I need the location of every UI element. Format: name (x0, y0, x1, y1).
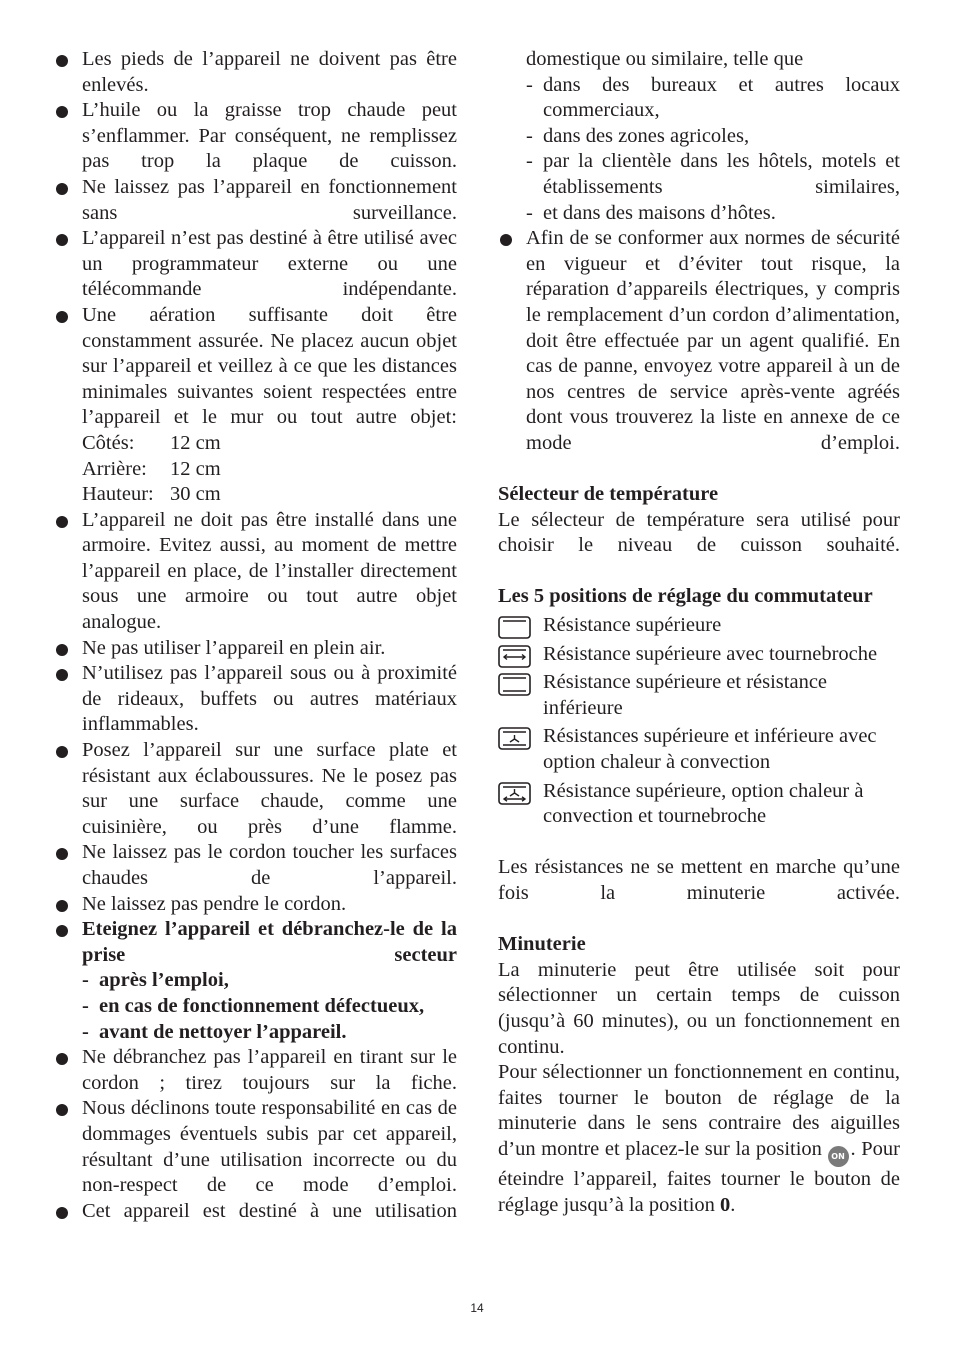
modes-heading: Les 5 positions de réglage du commutateur (498, 585, 873, 608)
safety-bullet: Ne débranchez pas l’appareil en tirant sur le cordon ; tirez toujours sur la fiche. (54, 1045, 457, 1096)
temperature-heading: Sélecteur de température (498, 483, 719, 506)
continued-text: domestique ou similaire, telle que (526, 48, 804, 70)
use-list-item: - dans des zones agricoles, (526, 124, 750, 147)
bullet-icon (56, 1104, 68, 1116)
bullet-icon (56, 1207, 68, 1219)
timer-paragraph: La minuterie peut être utilisée soit pour sélectionner un certain temps de cuisson (jusqu’à 60 minutes), ou un fonctionnement en continu. (498, 958, 900, 1058)
distance-row: Arrière: 12 cm (82, 457, 221, 480)
safety-bullet: Afin de se conformer aux normes de sécurité en vigueur et d’éviter tout risque, la réparation d’appareils électriques, y compris le remplacement d’un cordon d’alimentation, doit être effectuée par un agent qualifié. En cas de panne, envoyez votre appareil à un de nos centres de service après-vente agréés dont vous trouverez la liste en annexe de ce mode d’emploi. (498, 226, 900, 456)
mode-item: Résistance supérieure et résistance inférieure (498, 670, 900, 721)
unplug-bullet: Eteignez l’appareil et débranchez-le de la prise secteur (54, 917, 457, 968)
mode-item: Résistance supérieure, option chaleur à convection et tournebroche (498, 779, 900, 830)
temperature-text: Le sélecteur de température sera utilisé pour choisir le niveau de cuisson souhaité. (498, 508, 900, 557)
timer-heading: Minuterie (498, 933, 586, 956)
mode-item: Résistance supérieure avec tournebroche (498, 642, 900, 668)
bullet-icon (56, 55, 68, 67)
bullet-icon (56, 644, 68, 656)
mode-item: Résistance supérieure (498, 613, 900, 639)
safety-bullet: Une aération suffisante doit être constamment assurée. Ne placez aucun objet sur l’appareil et veillez à ce que les distances minimales suivantes soient respectées entre l’appareil et le mur ou tout autre objet: (54, 303, 457, 431)
elements-note: Les résistances ne se mettent en marche qu’une fois la minuterie activée. (498, 856, 900, 904)
safety-bullet: Ne laissez pas le cordon toucher les surfaces chaudes de l’appareil. (54, 840, 457, 891)
unplug-sub-item: - avant de nettoyer l’appareil. (82, 1020, 347, 1043)
safety-bullet: L’appareil n’est pas destiné à être utilisé avec un programmateur externe ou une télécommande indépendante. (54, 226, 457, 303)
page-number: 14 (470, 1301, 484, 1315)
bullet-icon (56, 106, 68, 118)
bullet-icon (56, 925, 68, 937)
safety-bullet: Posez l’appareil sur une surface plate et résistant aux éclaboussures. Ne le posez pas sur une surface chaude, comme une cuisinière, ou près d’une flamme. (54, 738, 457, 840)
distance-row: Côtés: 12 cm (82, 431, 221, 454)
bullet-icon (56, 848, 68, 860)
bullet-icon (56, 746, 68, 758)
safety-bullet: Ne laissez pas l’appareil en fonctionnement sans surveillance. (54, 175, 457, 226)
mode-item: Résistances supérieure et inférieure avec option chaleur à convection (498, 724, 900, 775)
safety-bullet: Cet appareil est destiné à une utilisation (54, 1199, 457, 1225)
use-list-item: - et dans des maisons d’hôtes. (526, 201, 776, 224)
bullet-icon (56, 183, 68, 195)
top-bottom-element-icon (498, 673, 531, 696)
left-column (54, 47, 457, 1224)
safety-bullet: Nous déclinons toute responsabilité en cas de dommages éventuels subis par cet appareil, résultant d’une utilisation incorrecte ou du non-respect de ce mode d’emploi. (54, 1096, 457, 1198)
use-list-item: - dans des bureaux et autres locaux commerciaux, (526, 73, 900, 122)
safety-bullet: L’appareil ne doit pas être installé dans une armoire. Evitez aussi, au moment de mettre l’appareil en place, de l’installer directement sous une armoire ou tout autre objet analogue. (54, 508, 457, 636)
safety-bullet: Ne laissez pas pendre le cordon. (54, 892, 457, 918)
convection-rotisserie-icon (498, 782, 531, 805)
bullet-icon (56, 516, 68, 528)
bullet-icon (56, 311, 68, 323)
bullet-icon (56, 234, 68, 246)
top-element-rotisserie-icon (498, 645, 531, 668)
unplug-sub-item: - après l’emploi, (82, 969, 229, 992)
convection-icon (498, 727, 531, 750)
bullet-icon (500, 234, 512, 246)
safety-bullet: Les pieds de l’appareil ne doivent pas être enlevés. (54, 47, 457, 98)
safety-bullet: N’utilisez pas l’appareil sous ou à proximité de rideaux, buffets ou autres matériaux inflammables. (54, 661, 457, 738)
top-element-icon (498, 616, 531, 639)
right-column (498, 47, 900, 1218)
on-position-icon: ON (828, 1146, 849, 1167)
bullet-icon (56, 1053, 68, 1065)
distance-row: Hauteur: 30 cm (82, 483, 221, 506)
use-list-item: - par la clientèle dans les hôtels, motels et établissements similaires, (526, 150, 900, 198)
timer-paragraph: Pour sélectionner un fonctionnement en continu, faites tourner le bouton de réglage de la minuterie dans le sens contraire des aiguilles d’un montre et placez-le sur la position ON . Pour éteindre l’appareil, faites tourner le bouton de réglage jusqu’à la position 0. (498, 1061, 901, 1216)
bullet-icon (56, 900, 68, 912)
zero-position: 0 (720, 1193, 731, 1216)
safety-bullet: Ne pas utiliser l’appareil en plein air. (54, 636, 457, 662)
unplug-sub-item: - en cas de fonctionnement défectueux, (82, 994, 425, 1017)
minimum-distances (54, 431, 457, 508)
safety-bullet: L’huile ou la graisse trop chaude peut s’enflammer. Par conséquent, ne remplissez pas trop la plaque de cuisson. (54, 98, 457, 175)
bullet-icon (56, 669, 68, 681)
